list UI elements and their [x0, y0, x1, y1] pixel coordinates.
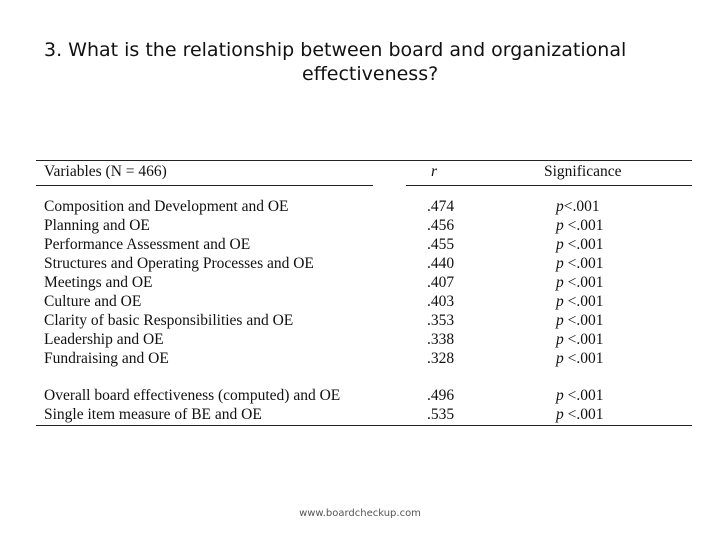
significance-value	[556, 312, 604, 330]
correlation-table	[36, 160, 692, 426]
slide-title-line-2: effectiveness?	[302, 63, 439, 85]
p-symbol: p	[556, 312, 564, 329]
p-symbol: p	[556, 236, 564, 253]
variable-name: Performance Assessment and OE	[44, 236, 251, 253]
significance-value	[556, 236, 604, 254]
p-threshold: <.001	[563, 387, 604, 404]
header-rule-left	[36, 185, 373, 186]
header-significance: Significance	[544, 163, 622, 180]
p-threshold: <.001	[563, 274, 604, 291]
variable-name: Overall board effectiveness (computed) and OE	[44, 387, 341, 404]
p-symbol: p	[556, 255, 564, 272]
p-threshold: <.001	[563, 331, 604, 348]
p-symbol: p	[556, 293, 564, 310]
p-threshold: <.001	[563, 312, 604, 329]
r-value: .535	[427, 406, 455, 423]
variable-name: Clarity of basic Responsibilities and OE	[44, 312, 294, 329]
header-r: r	[431, 163, 438, 180]
r-value: .338	[427, 331, 455, 348]
variable-name: Composition and Development and OE	[44, 198, 289, 215]
significance-value	[556, 217, 604, 235]
p-threshold: <.001	[563, 236, 604, 253]
significance-value	[556, 387, 604, 405]
footer-url: www.boardcheckup.com	[299, 508, 421, 519]
header-variables: Variables (N = 466)	[44, 163, 167, 180]
r-value: .353	[427, 312, 455, 329]
p-threshold: <.001	[563, 217, 604, 234]
r-value: .455	[427, 236, 455, 253]
p-threshold: <.001	[563, 255, 604, 272]
p-threshold: <.001	[563, 406, 604, 423]
slide-title	[0, 38, 720, 86]
header-rule-right	[406, 185, 692, 186]
p-symbol: p	[556, 331, 564, 348]
p-threshold: <.001	[563, 198, 600, 215]
r-value: .403	[427, 293, 455, 310]
r-value: .474	[427, 198, 455, 215]
significance-value	[556, 293, 604, 311]
variable-name: Fundraising and OE	[44, 350, 169, 367]
p-symbol: p	[556, 406, 564, 423]
p-symbol: p	[556, 274, 564, 291]
r-value: .496	[427, 387, 455, 404]
significance-value	[556, 255, 604, 273]
significance-value	[556, 331, 604, 349]
significance-value	[556, 350, 604, 368]
p-threshold: <.001	[563, 350, 604, 367]
r-value: .328	[427, 350, 455, 367]
r-value: .440	[427, 255, 455, 272]
variable-name: Meetings and OE	[44, 274, 153, 291]
p-symbol: p	[556, 198, 564, 215]
significance-value	[556, 274, 604, 292]
r-value: .407	[427, 274, 455, 291]
table-top-rule	[36, 160, 692, 161]
variable-name: Structures and Operating Processes and OE	[44, 255, 314, 272]
p-symbol: p	[556, 350, 564, 367]
r-value: .456	[427, 217, 455, 234]
significance-value	[556, 198, 600, 216]
variable-name: Single item measure of BE and OE	[44, 406, 262, 423]
table-bottom-rule	[36, 425, 692, 426]
p-symbol: p	[556, 387, 564, 404]
significance-value	[556, 406, 604, 424]
slide-title-line-1: 3. What is the relationship between board and organizational	[44, 39, 627, 61]
p-symbol: p	[556, 217, 564, 234]
variable-name: Culture and OE	[44, 293, 142, 310]
variable-name: Planning and OE	[44, 217, 150, 234]
variable-name: Leadership and OE	[44, 331, 164, 348]
p-threshold: <.001	[563, 293, 604, 310]
